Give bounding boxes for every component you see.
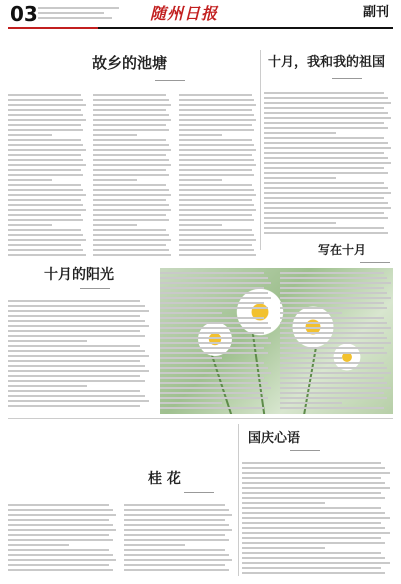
byline-rule (332, 78, 362, 79)
byline-rule (360, 262, 390, 263)
column-1 (160, 272, 274, 412)
article-body-hometown-pond (8, 94, 258, 259)
article-title-october-sunshine: 十月的阳光 (44, 267, 114, 283)
article-title-national-day-poem: 国庆心语 (248, 431, 301, 446)
masthead-logo: 随州日报 (150, 4, 219, 23)
column-2 (93, 94, 172, 259)
article-body-national-day-poem (242, 462, 393, 577)
column-1 (8, 300, 152, 410)
byline-rule (155, 80, 185, 81)
column-2 (124, 504, 234, 574)
byline-rule (290, 450, 320, 451)
article-body-october-motherland (264, 92, 394, 237)
article-title-hometown-pond: 故乡的池塘 (92, 54, 168, 72)
header-info (38, 7, 130, 22)
byline-rule (80, 288, 110, 289)
column-1 (264, 92, 394, 237)
article-body-october-sunshine (8, 300, 152, 410)
column-2 (280, 272, 394, 412)
article-title-osmanthus: 桂 花 (148, 471, 181, 487)
column-1 (8, 94, 87, 259)
page-number: 03 (10, 2, 38, 26)
column-divider (260, 50, 261, 250)
article-title-written-in-october: 写在十月 (318, 243, 367, 257)
section-divider (8, 418, 393, 419)
article-body-written-in-october (160, 272, 393, 412)
byline-rule (184, 492, 214, 493)
column-1 (8, 504, 118, 574)
column-divider (238, 424, 239, 576)
article-title-october-motherland: 十月，我和我的祖国 (268, 55, 386, 70)
section-name: 副刊 (362, 5, 389, 20)
column-1 (242, 462, 393, 577)
header-info-lines (38, 7, 130, 22)
article-body-osmanthus (8, 504, 234, 574)
column-3 (179, 94, 258, 259)
header-rule-accent (8, 27, 98, 29)
